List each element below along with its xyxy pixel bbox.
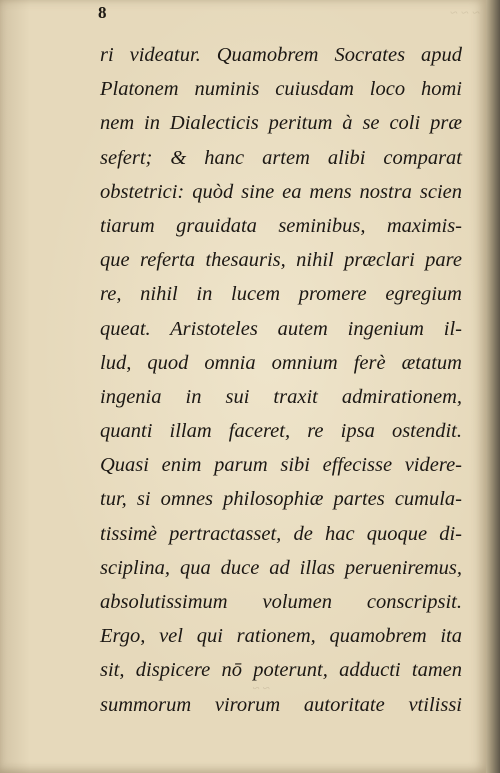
- text-line: absolutissimum volumen conscripsit.: [100, 591, 462, 613]
- text-line: Ergo, vel qui rationem, quamobrem ita: [100, 625, 462, 648]
- page-number: 8: [98, 3, 107, 22]
- text-line: tiarum grauidata seminibus, maximis-: [100, 214, 462, 237]
- text-line: ri videatur. Quamobrem Socrates apud: [100, 44, 462, 66]
- text-line: sit, dispicere nō poterunt, adducti tamen: [100, 659, 462, 682]
- show-through-mark: ~ ~: [252, 680, 270, 695]
- text-line: obstetrici: quòd sine ea mens nostra scien: [100, 180, 462, 203]
- text-line: queat. Aristoteles autem ingenium il-: [100, 317, 462, 340]
- text-line: summorum virorum autoritate vtilissi: [100, 693, 462, 716]
- text-line: tissimè pertractasset, de hac quoque di-: [100, 522, 462, 545]
- text-line: sciplina, qua duce ad illas perueniremus,: [100, 556, 462, 579]
- text-line: re, nihil in lucem promere egregium: [100, 283, 462, 306]
- show-through-mark: ~ ~ ~: [450, 6, 480, 21]
- text-line: ingenia in sui traxit admirationem,: [100, 385, 462, 408]
- text-line: Platonem numinis cuiusdam loco homi: [100, 78, 462, 101]
- text-line: tur, si omnes philosophiæ partes cumula-: [100, 488, 462, 511]
- text-line: lud, quod omnia omnium ferè ætatum: [100, 351, 462, 374]
- text-line: Quasi enim parum sibi effecisse videre-: [100, 454, 462, 477]
- text-line: nem in Dialecticis peritum à se coli præ: [100, 112, 462, 135]
- text-line: quanti illam faceret, re ipsa ostendit.: [100, 420, 462, 443]
- text-line: que referta thesauris, nihil præclari pare: [100, 249, 462, 272]
- text-line: sefert; & hanc artem alibi comparat: [100, 146, 462, 169]
- body-text: [100, 38, 462, 722]
- page-edge: [486, 0, 500, 773]
